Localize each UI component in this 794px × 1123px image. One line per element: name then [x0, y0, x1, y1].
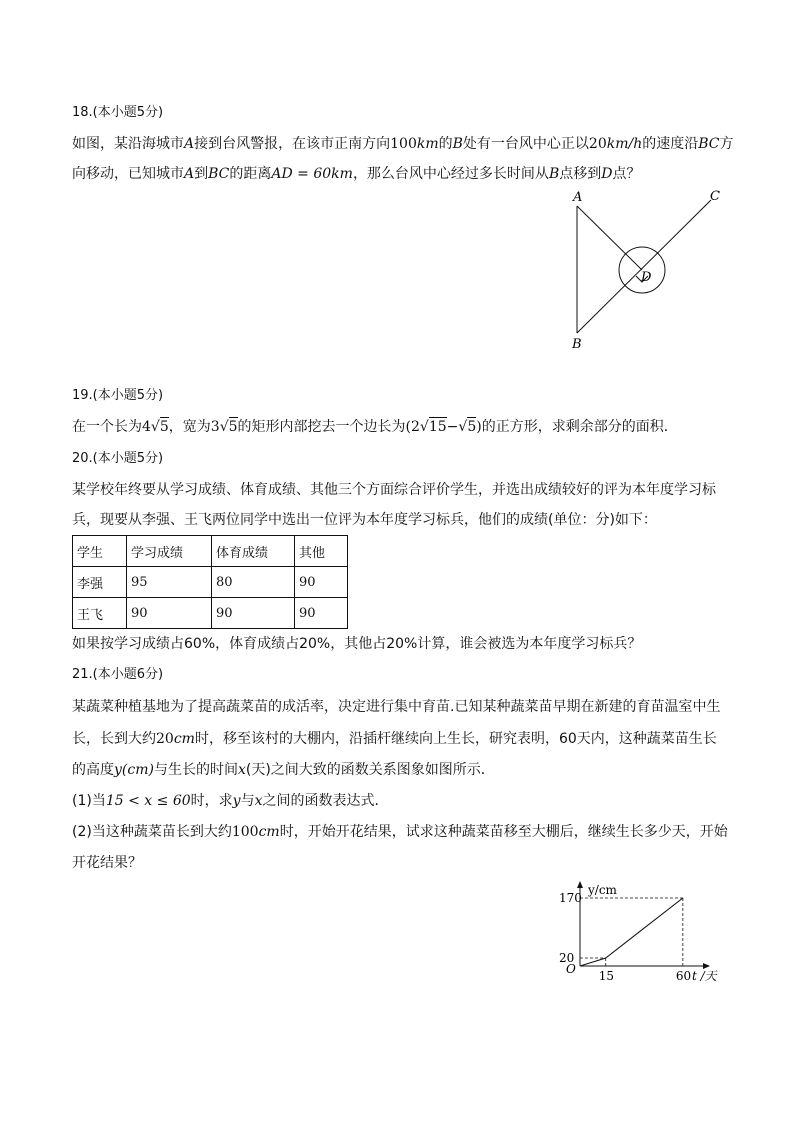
q21-line-2: 长，长到大约20cm时，移至该村的大棚内，沿插杆继续向上生长，研究表明，60天内，这种蔬菜苗生长: [72, 731, 717, 747]
x-tick-label: 15: [598, 969, 614, 983]
q20-header: 20.(本小题5分): [72, 451, 164, 466]
q19-line-1: 在一个长为4√5，宽为3√5的矩形内部挖去一个边长为(2√15−√5)的正方形，求剩余部分的面积．: [72, 419, 678, 435]
y-axis-arrow: [577, 881, 583, 888]
y-tick-label: 20: [559, 951, 575, 965]
q20-line-3: 如果按学习成绩占60%，体育成绩占20%，其他占20%计算，谁会被选为本年度学习标兵？: [72, 636, 642, 652]
table-cell: 90: [127, 598, 212, 629]
label-c: C: [710, 189, 720, 204]
growth-line: [580, 898, 683, 966]
x-tick-label: 60: [675, 969, 692, 983]
table-header-cell: 其他: [295, 536, 348, 567]
table-cell: 95: [127, 567, 212, 598]
q18-figure: [565, 188, 735, 353]
q21-line-6: 开花结果？: [72, 855, 142, 871]
table-cell: 90: [212, 598, 295, 629]
q21-header: 21.(本小题6分): [72, 667, 164, 682]
q21-line-5: (2)当这种蔬菜苗长到大约100cm时，开始开花结果，试求这种蔬菜苗移至大棚后，继续生长多少天，开始: [72, 824, 728, 840]
q21-line-4: (1)当15 < x ≤ 60时，求y与x之间的函数表达式．: [72, 793, 389, 809]
q20-line-1: 某学校年终要从学习成绩、体育成绩、其他三个方面综合评价学生，并选出成绩较好的评为本年度学习标: [72, 482, 716, 498]
q21-line-3: 的高度y(cm)与生长的时间x(天)之间大致的函数关系图象如图所示．: [72, 762, 495, 778]
q19-header: 19.(本小题5分): [72, 388, 164, 403]
q20-line-2: 兵，现要从李强、王飞两位同学中选出一位评为本年度学习标兵，他们的成绩(单位：分)如下：: [72, 512, 657, 528]
table-header-cell: 学习成绩: [127, 536, 212, 567]
segment-ad: [577, 206, 642, 270]
score-table: [72, 535, 348, 629]
table-cell: 90: [295, 598, 348, 629]
y-axis-label: y/cm: [588, 883, 617, 897]
table-cell: 90: [295, 567, 348, 598]
q18-line-1: 如图，某沿海城市A接到台风警报，在该市正南方向100km的B处有一台风中心正以20km/h的速度沿BC方: [72, 136, 734, 152]
segment-bc: [577, 200, 711, 333]
q18-header: 18.(本小题5分): [72, 105, 164, 120]
label-d: D: [641, 270, 652, 285]
origin-label: O: [566, 962, 576, 976]
table-cell: 王飞: [73, 598, 127, 629]
table-header-cell: 学生: [73, 536, 127, 567]
table-cell: 80: [212, 567, 295, 598]
table-header-row: [73, 536, 348, 567]
growth-chart: [555, 878, 730, 988]
x-axis-label: t /天: [692, 969, 717, 983]
table-row: [73, 567, 348, 598]
table-header-cell: 体育成绩: [212, 536, 295, 567]
label-b: B: [572, 337, 582, 352]
table-cell: 李强: [73, 567, 127, 598]
q18-line-2: 向移动，已知城市A到BC的距离AD = 60km，那么台风中心经过多长时间从B点移到D点？: [72, 166, 641, 182]
q21-line-1: 某蔬菜种植基地为了提高蔬菜苗的成活率，决定进行集中育苗.已知某种蔬菜苗早期在新建的育苗温室中生: [72, 699, 721, 715]
label-a: A: [573, 190, 583, 205]
table-row: [73, 598, 348, 629]
y-tick-label: 170: [559, 891, 582, 905]
